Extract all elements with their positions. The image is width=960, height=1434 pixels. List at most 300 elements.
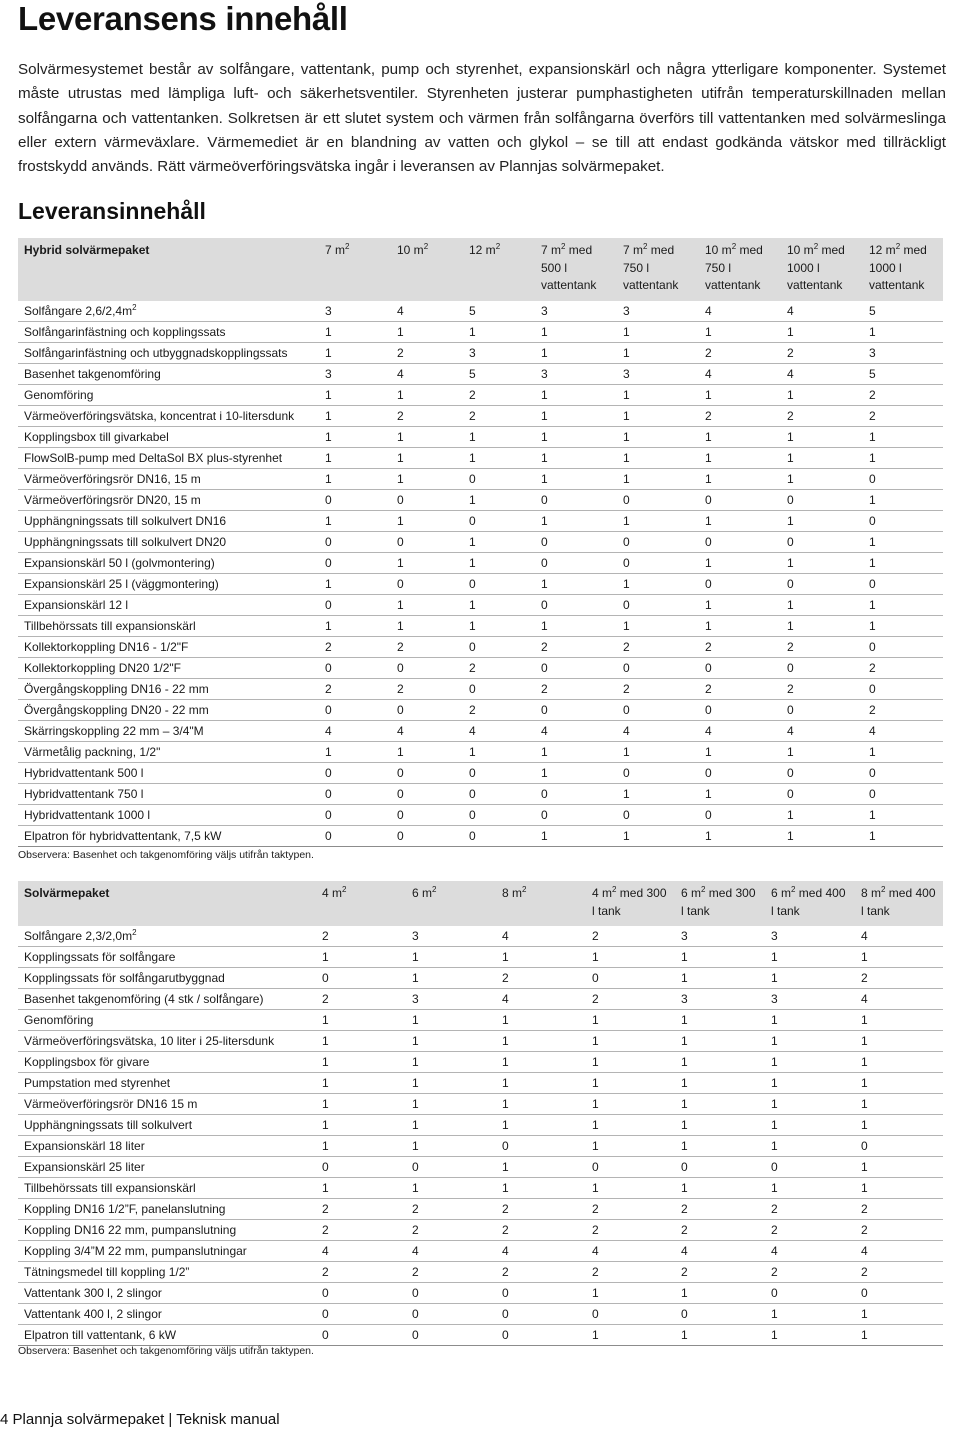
- hybrid-table-row: [18, 321, 943, 342]
- hybrid-table-row: [18, 615, 943, 636]
- solar-table-quantity-cell: 1: [765, 1304, 855, 1325]
- solar-table-quantity-cell: 1: [675, 968, 765, 989]
- solar-table-quantity-cell: 2: [316, 1220, 406, 1241]
- hybrid-table-quantity-cell: 0: [699, 657, 781, 678]
- hybrid-table-quantity-cell: 0: [781, 531, 863, 552]
- solar-table-quantity-cell: 2: [586, 989, 675, 1010]
- hybrid-table-quantity-cell: 1: [617, 741, 699, 762]
- solar-table-quantity-cell: 1: [855, 1052, 943, 1073]
- solar-table-quantity-cell: 2: [316, 1199, 406, 1220]
- solar-table-quantity-cell: 3: [675, 989, 765, 1010]
- hybrid-table-quantity-cell: 1: [319, 384, 391, 405]
- hybrid-table-quantity-cell: 1: [463, 741, 535, 762]
- hybrid-table-row: [18, 804, 943, 825]
- solar-table-quantity-cell: 1: [675, 1010, 765, 1031]
- solar-table-quantity-cell: 2: [586, 1220, 675, 1241]
- solar-table-quantity-cell: 1: [765, 1010, 855, 1031]
- solar-table-quantity-cell: 1: [496, 1157, 586, 1178]
- hybrid-table-quantity-cell: 1: [463, 594, 535, 615]
- hybrid-table-quantity-cell: 0: [391, 531, 463, 552]
- hybrid-table-item-name: Basenhet takgenomföring: [18, 363, 319, 384]
- hybrid-table-quantity-cell: 0: [617, 531, 699, 552]
- solar-table-item-name: Koppling DN16 1/2”F, panelanslutning: [18, 1199, 316, 1220]
- hybrid-table-quantity-cell: 4: [699, 301, 781, 322]
- hybrid-table-quantity-cell: 2: [535, 636, 617, 657]
- solar-table-quantity-cell: 1: [586, 1052, 675, 1073]
- hybrid-table-header-row: [18, 238, 943, 301]
- hybrid-table-item-name: FlowSolB-pump med DeltaSol BX plus-styrenhet: [18, 447, 319, 468]
- hybrid-table-quantity-cell: 1: [617, 405, 699, 426]
- hybrid-table-quantity-cell: 0: [391, 762, 463, 783]
- solar-table-item-name: Pumpstation med styrenhet: [18, 1073, 316, 1094]
- hybrid-table-quantity-cell: 2: [463, 405, 535, 426]
- page-title: Leveransens innehåll: [18, 0, 348, 37]
- solar-table-quantity-cell: 1: [765, 1325, 855, 1346]
- intro-paragraph: Solvärmesystemet består av solfångare, vattentank, pump och styrenhet, expansionskärl och några ytterligare komponenter. Systemet måste utrustas med lämpliga luft- och säkerhetsventiler. Styrenheten justerar pumphastigheten utifrån temperaturskillnaden mellan solfångarna och vattentanken. Solkretsen är ett slutet system och värmen från solfångarna överförs till vattentanken med solvärmeslinga eller extern värmeväxlare. Värmemediet är en blandning av vatten och glykol – se till att endast godkända vätskor med tillräckligt frostskydd används. Rätt värmeöverföringsvätska ingår i leveransen av Plannjas solvärmepaket.: [18, 61, 946, 176]
- solar-table-row: [18, 1283, 943, 1304]
- solar-table-quantity-cell: 2: [675, 1220, 765, 1241]
- hybrid-table-quantity-cell: 4: [617, 720, 699, 741]
- hybrid-table-quantity-cell: 1: [319, 342, 391, 363]
- hybrid-table-quantity-cell: 1: [391, 468, 463, 489]
- solar-table-quantity-cell: 1: [586, 1115, 675, 1136]
- solar-table-quantity-cell: 0: [316, 1304, 406, 1325]
- solar-table-quantity-cell: 4: [406, 1241, 496, 1262]
- hybrid-table-quantity-cell: 1: [617, 384, 699, 405]
- solar-table-header-cell: 6 $m^2$ med 400 l tank: [765, 881, 855, 926]
- solar-table-quantity-cell: 0: [586, 1304, 675, 1325]
- hybrid-table-quantity-cell: 1: [463, 489, 535, 510]
- hybrid-table-row: [18, 762, 943, 783]
- solar-table-item-name: Koppling DN16 22 mm, pumpanslutning: [18, 1220, 316, 1241]
- hybrid-table-row: [18, 825, 943, 846]
- hybrid-table-quantity-cell: 1: [781, 510, 863, 531]
- hybrid-table-quantity-cell: 1: [699, 783, 781, 804]
- solar-table-row: [18, 1199, 943, 1220]
- hybrid-table-quantity-cell: 1: [391, 615, 463, 636]
- solar-table-row: [18, 1115, 943, 1136]
- solar-table-quantity-cell: 2: [855, 968, 943, 989]
- hybrid-table-row: [18, 363, 943, 384]
- solar-table-item-name: Kopplingssats för solfångarutbyggnad: [18, 968, 316, 989]
- hybrid-table-quantity-cell: 0: [463, 468, 535, 489]
- hybrid-table-quantity-cell: 1: [781, 741, 863, 762]
- hybrid-table-row: [18, 384, 943, 405]
- hybrid-table-quantity-cell: 0: [319, 825, 391, 846]
- hybrid-table-row: [18, 741, 943, 762]
- solar-table-row: [18, 1220, 943, 1241]
- solar-table-quantity-cell: 1: [316, 1031, 406, 1052]
- hybrid-table-quantity-cell: 1: [863, 825, 943, 846]
- hybrid-table-quantity-cell: 1: [319, 615, 391, 636]
- hybrid-table-quantity-cell: 3: [617, 301, 699, 322]
- solar-table-header-cell: 4 $m^2$: [316, 881, 406, 926]
- solar-table-quantity-cell: 0: [406, 1157, 496, 1178]
- hybrid-table-quantity-cell: 2: [699, 405, 781, 426]
- hybrid-table-quantity-cell: 1: [391, 426, 463, 447]
- solar-table-quantity-cell: 1: [855, 947, 943, 968]
- hybrid-table-quantity-cell: 1: [781, 426, 863, 447]
- hybrid-table-quantity-cell: 1: [617, 342, 699, 363]
- hybrid-table-row: [18, 573, 943, 594]
- solar-table-quantity-cell: 1: [855, 1325, 943, 1346]
- hybrid-table-quantity-cell: 2: [781, 405, 863, 426]
- hybrid-table-quantity-cell: 1: [319, 510, 391, 531]
- hybrid-table-quantity-cell: 0: [535, 531, 617, 552]
- hybrid-table-quantity-cell: 2: [319, 678, 391, 699]
- solar-table-quantity-cell: 1: [406, 1073, 496, 1094]
- hybrid-table-quantity-cell: 1: [535, 741, 617, 762]
- solar-table-item-name: Kopplingssats för solfångare: [18, 947, 316, 968]
- solar-table-quantity-cell: 2: [855, 1220, 943, 1241]
- hybrid-table-quantity-cell: 0: [781, 783, 863, 804]
- solar-table-quantity-cell: 0: [406, 1325, 496, 1346]
- solar-table-quantity-cell: 2: [406, 1220, 496, 1241]
- hybrid-table-item-name: Upphängningssats till solkulvert DN20: [18, 531, 319, 552]
- solar-table-item-name: Värmeöverföringsvätska, 10 liter i 25-litersdunk: [18, 1031, 316, 1052]
- hybrid-table-quantity-cell: 0: [699, 489, 781, 510]
- hybrid-table-quantity-cell: 1: [617, 321, 699, 342]
- hybrid-table-quantity-cell: 2: [699, 678, 781, 699]
- solar-table-header-cell: 4 $m^2$ med 300 l tank: [586, 881, 675, 926]
- solar-table-quantity-cell: 0: [675, 1304, 765, 1325]
- hybrid-table-quantity-cell: 1: [781, 321, 863, 342]
- hybrid-table-quantity-cell: 5: [463, 363, 535, 384]
- hybrid-table-quantity-cell: 0: [463, 636, 535, 657]
- solar-table-quantity-cell: 1: [496, 1052, 586, 1073]
- hybrid-table-quantity-cell: 1: [617, 447, 699, 468]
- hybrid-table-row: [18, 657, 943, 678]
- solar-table-quantity-cell: 0: [496, 1283, 586, 1304]
- solar-table-quantity-cell: 1: [496, 1178, 586, 1199]
- hybrid-table-quantity-cell: 0: [781, 762, 863, 783]
- hybrid-table-quantity-cell: 4: [319, 720, 391, 741]
- hybrid-table-quantity-cell: 1: [781, 552, 863, 573]
- solar-table-quantity-cell: 2: [855, 1262, 943, 1283]
- hybrid-table-row: [18, 489, 943, 510]
- hybrid-table-quantity-cell: 0: [617, 552, 699, 573]
- hybrid-table-item-name: Värmeöverföringsrör DN20, 15 m: [18, 489, 319, 510]
- hybrid-table-item-name: Tillbehörssats till expansionskärl: [18, 615, 319, 636]
- hybrid-table-item-name: Hybridvattentank 500 l: [18, 762, 319, 783]
- solar-table-quantity-cell: 1: [675, 1094, 765, 1115]
- solar-table-quantity-cell: 1: [765, 1094, 855, 1115]
- solar-table-header-cell: Solvärmepaket: [18, 881, 316, 926]
- hybrid-table-quantity-cell: 1: [391, 447, 463, 468]
- hybrid-table-item-name: Värmeöverföringsrör DN16, 15 m: [18, 468, 319, 489]
- hybrid-table-row: [18, 699, 943, 720]
- hybrid-table-quantity-cell: 1: [391, 510, 463, 531]
- solar-table-row: [18, 1325, 943, 1346]
- solar-table-quantity-cell: 2: [316, 926, 406, 947]
- solar-table-quantity-cell: 0: [406, 1304, 496, 1325]
- solar-table-quantity-cell: 3: [765, 989, 855, 1010]
- hybrid-table-quantity-cell: 0: [617, 594, 699, 615]
- solar-table-quantity-cell: 1: [675, 1052, 765, 1073]
- solar-table-quantity-cell: 1: [586, 947, 675, 968]
- hybrid-table-quantity-cell: 1: [535, 342, 617, 363]
- hybrid-table-quantity-cell: 0: [535, 804, 617, 825]
- hybrid-table-quantity-cell: 1: [319, 447, 391, 468]
- hybrid-table-quantity-cell: 1: [699, 594, 781, 615]
- hybrid-table-quantity-cell: 2: [391, 636, 463, 657]
- hybrid-table-header-cell: 10 $m^2$ med 1000 l vattentank: [781, 238, 863, 301]
- hybrid-table-quantity-cell: 2: [863, 657, 943, 678]
- hybrid-table-row: [18, 301, 943, 322]
- hybrid-table-quantity-cell: 1: [535, 615, 617, 636]
- hybrid-table-quantity-cell: 5: [863, 363, 943, 384]
- hybrid-table-quantity-cell: 1: [463, 447, 535, 468]
- hybrid-table-item-name: Solfångarinfästning och kopplingssats: [18, 321, 319, 342]
- hybrid-table-quantity-cell: 0: [535, 657, 617, 678]
- solar-table-quantity-cell: 2: [316, 989, 406, 1010]
- solar-table-quantity-cell: 1: [316, 1136, 406, 1157]
- hybrid-table-item-name: Solfångarinfästning och utbyggnadskopplingssats: [18, 342, 319, 363]
- hybrid-table-row: [18, 468, 943, 489]
- solar-table-header-cell: 8 $m^2$: [496, 881, 586, 926]
- solar-table-item-name: Expansionskärl 25 liter: [18, 1157, 316, 1178]
- hybrid-table-quantity-cell: 1: [863, 804, 943, 825]
- hybrid-table-quantity-cell: 1: [863, 552, 943, 573]
- solar-table-quantity-cell: 1: [316, 947, 406, 968]
- hybrid-table-item-name: Kopplingsbox till givarkabel: [18, 426, 319, 447]
- solar-table-quantity-cell: 0: [496, 1136, 586, 1157]
- solar-table-row: [18, 1052, 943, 1073]
- hybrid-table-quantity-cell: 0: [781, 699, 863, 720]
- hybrid-table-quantity-cell: 1: [781, 594, 863, 615]
- hybrid-table-quantity-cell: 1: [863, 489, 943, 510]
- hybrid-table-quantity-cell: 0: [863, 678, 943, 699]
- hybrid-table-quantity-cell: 1: [699, 468, 781, 489]
- hybrid-table-quantity-cell: 2: [781, 342, 863, 363]
- hybrid-table-quantity-cell: 0: [535, 783, 617, 804]
- solar-table-quantity-cell: 1: [586, 1031, 675, 1052]
- solar-table-item-name: Vattentank 300 l, 2 slingor: [18, 1283, 316, 1304]
- hybrid-table-quantity-cell: 0: [699, 762, 781, 783]
- hybrid-table-quantity-cell: 2: [319, 636, 391, 657]
- solar-table-quantity-cell: 1: [855, 1094, 943, 1115]
- hybrid-table-quantity-cell: 0: [391, 783, 463, 804]
- hybrid-table-note: Observera: Basenhet och takgenomföring väljs utifrån taktypen.: [18, 849, 314, 861]
- solar-table-quantity-cell: 1: [586, 1073, 675, 1094]
- hybrid-table-quantity-cell: 0: [781, 657, 863, 678]
- hybrid-table-quantity-cell: 1: [863, 426, 943, 447]
- solar-table-quantity-cell: 1: [406, 1115, 496, 1136]
- hybrid-table-row: [18, 531, 943, 552]
- hybrid-table-quantity-cell: 1: [863, 615, 943, 636]
- solar-table-quantity-cell: 4: [855, 989, 943, 1010]
- hybrid-table-row: [18, 552, 943, 573]
- solar-table-quantity-cell: 1: [675, 1136, 765, 1157]
- hybrid-table-quantity-cell: 0: [463, 678, 535, 699]
- hybrid-table-item-name: Genomföring: [18, 384, 319, 405]
- solar-table-header-cell: 6 $m^2$ med 300 l tank: [675, 881, 765, 926]
- hybrid-table-quantity-cell: 1: [699, 384, 781, 405]
- hybrid-table-quantity-cell: 4: [391, 363, 463, 384]
- hybrid-package-table: [18, 238, 943, 847]
- hybrid-table-quantity-cell: 2: [463, 657, 535, 678]
- solar-table-quantity-cell: 4: [765, 1241, 855, 1262]
- hybrid-table-quantity-cell: 0: [391, 573, 463, 594]
- hybrid-table-quantity-cell: 1: [781, 825, 863, 846]
- hybrid-table-item-name: Övergångskoppling DN16 - 22 mm: [18, 678, 319, 699]
- solar-table-item-name: Upphängningssats till solkulvert: [18, 1115, 316, 1136]
- hybrid-table-quantity-cell: 0: [463, 510, 535, 531]
- solar-table-quantity-cell: 0: [406, 1283, 496, 1304]
- hybrid-table-quantity-cell: 3: [319, 363, 391, 384]
- solar-table-quantity-cell: 1: [675, 1283, 765, 1304]
- hybrid-table-row: [18, 636, 943, 657]
- solar-table-quantity-cell: 1: [765, 1136, 855, 1157]
- solar-table-quantity-cell: 2: [496, 1262, 586, 1283]
- hybrid-table-quantity-cell: 0: [535, 699, 617, 720]
- solar-table-quantity-cell: 1: [496, 1073, 586, 1094]
- solar-table-quantity-cell: 2: [316, 1262, 406, 1283]
- solar-table-quantity-cell: 1: [496, 1115, 586, 1136]
- solar-table-quantity-cell: 0: [496, 1304, 586, 1325]
- solar-table-item-name: Solfångare $2,3/2,0m^2$: [18, 926, 316, 947]
- hybrid-table-item-name: Expansionskärl 50 l (golvmontering): [18, 552, 319, 573]
- hybrid-table-quantity-cell: 1: [463, 615, 535, 636]
- hybrid-table-quantity-cell: 0: [319, 699, 391, 720]
- solar-table-item-name: Tätningsmedel till koppling 1/2”: [18, 1262, 316, 1283]
- solar-table-quantity-cell: 1: [765, 1052, 855, 1073]
- hybrid-table-quantity-cell: 5: [863, 301, 943, 322]
- hybrid-table-quantity-cell: 1: [535, 321, 617, 342]
- hybrid-table-quantity-cell: 0: [391, 825, 463, 846]
- solar-table-quantity-cell: 2: [406, 1262, 496, 1283]
- solar-table-quantity-cell: 1: [675, 1325, 765, 1346]
- hybrid-table-quantity-cell: 2: [781, 636, 863, 657]
- hybrid-table-quantity-cell: 4: [699, 363, 781, 384]
- solar-table-quantity-cell: 0: [855, 1136, 943, 1157]
- solar-table-quantity-cell: 3: [406, 926, 496, 947]
- hybrid-table-quantity-cell: 1: [699, 825, 781, 846]
- solar-table-quantity-cell: 3: [675, 926, 765, 947]
- solar-table-row: [18, 989, 943, 1010]
- solar-table-quantity-cell: 4: [316, 1241, 406, 1262]
- solar-table-row: [18, 1136, 943, 1157]
- hybrid-table-quantity-cell: 1: [699, 321, 781, 342]
- solar-table-row: [18, 947, 943, 968]
- hybrid-table-quantity-cell: 0: [863, 573, 943, 594]
- solar-table-header-cell: 6 $m^2$: [406, 881, 496, 926]
- hybrid-table-item-name: Hybridvattentank 1000 l: [18, 804, 319, 825]
- page-footer: 4 Plannja solvärmepaket | Teknisk manual: [0, 1411, 280, 1428]
- hybrid-table-quantity-cell: 0: [391, 804, 463, 825]
- hybrid-table-quantity-cell: 0: [391, 657, 463, 678]
- solar-table-row: [18, 1157, 943, 1178]
- solar-table-note: Observera: Basenhet och takgenomföring väljs utifrån taktypen.: [18, 1345, 314, 1357]
- solar-table-item-name: Expansionskärl 18 liter: [18, 1136, 316, 1157]
- hybrid-table-quantity-cell: 1: [535, 405, 617, 426]
- hybrid-table-quantity-cell: 1: [319, 426, 391, 447]
- hybrid-table-quantity-cell: 0: [535, 594, 617, 615]
- hybrid-table-item-name: Kollektorkoppling DN20 1/2"F: [18, 657, 319, 678]
- solar-table-quantity-cell: 0: [586, 968, 675, 989]
- hybrid-table-quantity-cell: 2: [699, 636, 781, 657]
- hybrid-table-quantity-cell: 3: [463, 342, 535, 363]
- hybrid-table-quantity-cell: 1: [699, 510, 781, 531]
- solar-table-quantity-cell: 0: [586, 1157, 675, 1178]
- solar-table-quantity-cell: 1: [675, 1115, 765, 1136]
- hybrid-table-quantity-cell: 0: [319, 489, 391, 510]
- hybrid-table-quantity-cell: 0: [617, 657, 699, 678]
- hybrid-table-quantity-cell: 1: [535, 510, 617, 531]
- hybrid-table-quantity-cell: 1: [463, 321, 535, 342]
- hybrid-table-quantity-cell: 1: [535, 447, 617, 468]
- solar-table-quantity-cell: 3: [406, 989, 496, 1010]
- solar-table-quantity-cell: 1: [765, 1178, 855, 1199]
- solar-table-quantity-cell: 4: [496, 989, 586, 1010]
- solar-table-quantity-cell: 1: [406, 1052, 496, 1073]
- hybrid-table-header-cell: 7 $m^2$ med 750 l vattentank: [617, 238, 699, 301]
- solar-table-quantity-cell: 1: [406, 1010, 496, 1031]
- hybrid-table-quantity-cell: 0: [535, 552, 617, 573]
- hybrid-table-quantity-cell: 0: [319, 552, 391, 573]
- hybrid-table-quantity-cell: 4: [781, 720, 863, 741]
- hybrid-table-quantity-cell: 1: [535, 825, 617, 846]
- hybrid-table-quantity-cell: 1: [319, 468, 391, 489]
- hybrid-table-quantity-cell: 0: [617, 804, 699, 825]
- hybrid-table-quantity-cell: 1: [617, 510, 699, 531]
- hybrid-table-quantity-cell: 0: [863, 636, 943, 657]
- solar-table-quantity-cell: 0: [316, 1283, 406, 1304]
- hybrid-table-quantity-cell: 3: [863, 342, 943, 363]
- solar-table-quantity-cell: 4: [675, 1241, 765, 1262]
- solar-table-quantity-cell: 2: [855, 1199, 943, 1220]
- hybrid-table-quantity-cell: 0: [463, 573, 535, 594]
- solar-table-quantity-cell: 1: [586, 1283, 675, 1304]
- solar-table-quantity-cell: 4: [496, 1241, 586, 1262]
- hybrid-table-quantity-cell: 2: [463, 699, 535, 720]
- solar-table-quantity-cell: 1: [855, 1178, 943, 1199]
- hybrid-table-quantity-cell: 1: [617, 615, 699, 636]
- hybrid-table-quantity-cell: 1: [617, 468, 699, 489]
- hybrid-table-quantity-cell: 0: [781, 489, 863, 510]
- solar-table-header-row: [18, 881, 943, 926]
- hybrid-table-row: [18, 510, 943, 531]
- hybrid-table-body: [18, 301, 943, 847]
- solar-table-row: [18, 1010, 943, 1031]
- hybrid-table-item-name: Övergångskoppling DN20 - 22 mm: [18, 699, 319, 720]
- hybrid-table-quantity-cell: 1: [391, 384, 463, 405]
- hybrid-table-header-cell: 12 $m^2$: [463, 238, 535, 301]
- hybrid-table-quantity-cell: 1: [699, 741, 781, 762]
- hybrid-table-quantity-cell: 1: [863, 321, 943, 342]
- solar-table-quantity-cell: 1: [675, 947, 765, 968]
- solar-table-item-name: Vattentank 400 l, 2 slingor: [18, 1304, 316, 1325]
- hybrid-table-quantity-cell: 2: [863, 699, 943, 720]
- solar-table-quantity-cell: 1: [316, 1115, 406, 1136]
- solar-table-quantity-cell: 1: [496, 1010, 586, 1031]
- hybrid-table-quantity-cell: 0: [319, 594, 391, 615]
- solar-table-quantity-cell: 4: [496, 926, 586, 947]
- hybrid-table-row: [18, 594, 943, 615]
- solar-table-quantity-cell: 1: [406, 1031, 496, 1052]
- solar-table-quantity-cell: 1: [406, 1178, 496, 1199]
- solar-table-row: [18, 1262, 943, 1283]
- hybrid-table-item-name: Elpatron för hybridvattentank, 7,5 kW: [18, 825, 319, 846]
- solar-table-quantity-cell: 2: [586, 926, 675, 947]
- hybrid-table-quantity-cell: 1: [463, 552, 535, 573]
- solar-table-quantity-cell: 1: [496, 1094, 586, 1115]
- solar-table-quantity-cell: 0: [765, 1283, 855, 1304]
- hybrid-table-quantity-cell: 0: [699, 573, 781, 594]
- solar-table-row: [18, 1304, 943, 1325]
- solar-table-quantity-cell: 4: [855, 926, 943, 947]
- solar-table-quantity-cell: 1: [406, 1136, 496, 1157]
